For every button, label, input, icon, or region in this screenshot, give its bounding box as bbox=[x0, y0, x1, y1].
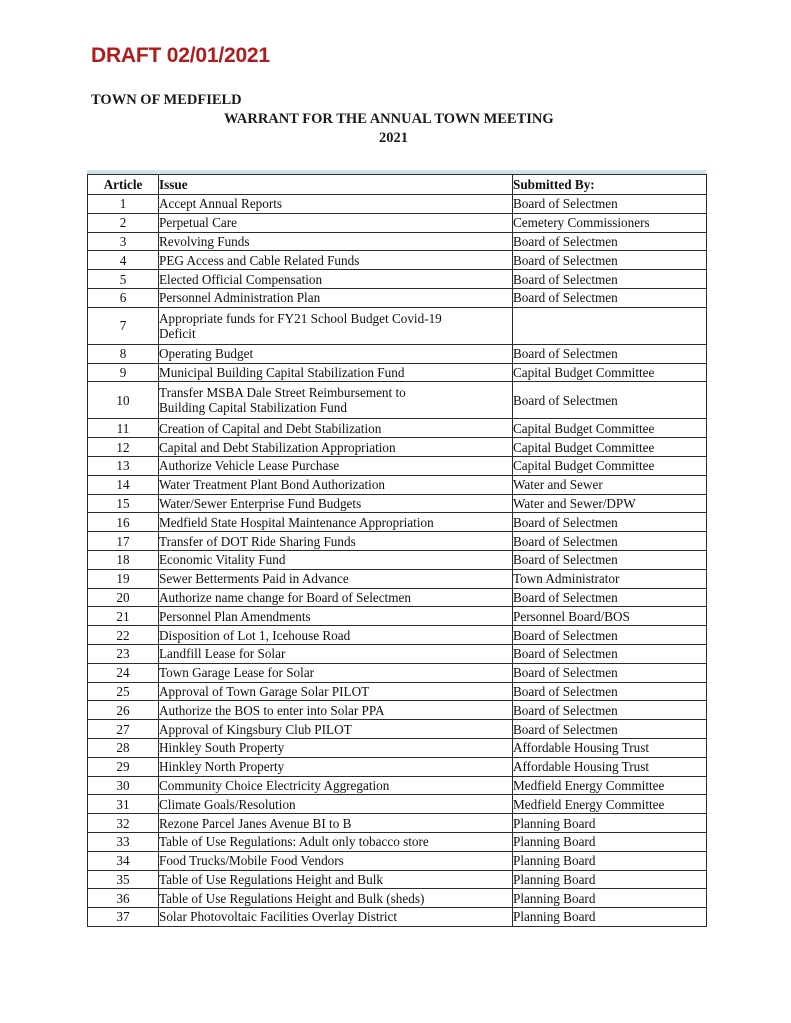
table-row bbox=[88, 776, 707, 795]
cell-submitted-by: Affordable Housing Trust bbox=[513, 738, 707, 757]
cell-issue: Medfield State Hospital Maintenance Appropriation bbox=[159, 513, 513, 532]
cell-article-number: 5 bbox=[88, 270, 159, 289]
cell-submitted-by: Board of Selectmen bbox=[513, 588, 707, 607]
table-row bbox=[88, 456, 707, 475]
table-row bbox=[88, 213, 707, 232]
table-row bbox=[88, 532, 707, 551]
cell-submitted-by: Board of Selectmen bbox=[513, 382, 707, 419]
title-block bbox=[0, 92, 791, 147]
cell-submitted-by: Town Administrator bbox=[513, 569, 707, 588]
table-row bbox=[88, 870, 707, 889]
cell-issue: Landfill Lease for Solar bbox=[159, 644, 513, 663]
cell-submitted-by: Board of Selectmen bbox=[513, 663, 707, 682]
cell-article-number: 17 bbox=[88, 532, 159, 551]
cell-article-number: 6 bbox=[88, 288, 159, 307]
cell-submitted-by: Capital Budget Committee bbox=[513, 438, 707, 457]
cell-issue: Solar Photovoltaic Facilities Overlay District bbox=[159, 908, 513, 927]
cell-article-number: 29 bbox=[88, 757, 159, 776]
cell-article-number: 32 bbox=[88, 814, 159, 833]
table-row bbox=[88, 232, 707, 251]
column-header-issue: Issue bbox=[159, 175, 513, 195]
cell-submitted-by: Personnel Board/BOS bbox=[513, 607, 707, 626]
warrant-year: 2021 bbox=[379, 130, 408, 146]
table-row bbox=[88, 550, 707, 569]
draft-stamp: DRAFT 02/01/2021 bbox=[91, 44, 270, 67]
table-row bbox=[88, 382, 707, 419]
cell-issue: Table of Use Regulations Height and Bulk bbox=[159, 870, 513, 889]
warrant-heading: WARRANT FOR THE ANNUAL TOWN MEETING bbox=[224, 111, 554, 127]
cell-article-number: 18 bbox=[88, 550, 159, 569]
cell-submitted-by: Water and Sewer/DPW bbox=[513, 494, 707, 513]
table-row bbox=[88, 588, 707, 607]
table-row bbox=[88, 795, 707, 814]
cell-submitted-by: Planning Board bbox=[513, 814, 707, 833]
cell-submitted-by: Capital Budget Committee bbox=[513, 419, 707, 438]
cell-article-number: 7 bbox=[88, 307, 159, 344]
cell-article-number: 11 bbox=[88, 419, 159, 438]
cell-article-number: 28 bbox=[88, 738, 159, 757]
cell-submitted-by: Board of Selectmen bbox=[513, 644, 707, 663]
table-row bbox=[88, 494, 707, 513]
cell-submitted-by: Board of Selectmen bbox=[513, 195, 707, 214]
cell-issue bbox=[159, 382, 513, 419]
cell-submitted-by: Water and Sewer bbox=[513, 475, 707, 494]
cell-issue: Rezone Parcel Janes Avenue BI to B bbox=[159, 814, 513, 833]
cell-article-number: 12 bbox=[88, 438, 159, 457]
cell-submitted-by: Medfield Energy Committee bbox=[513, 795, 707, 814]
cell-submitted-by: Board of Selectmen bbox=[513, 270, 707, 289]
cell-issue: Perpetual Care bbox=[159, 213, 513, 232]
table-row bbox=[88, 757, 707, 776]
cell-article-number: 2 bbox=[88, 213, 159, 232]
cell-issue-line-1: Appropriate funds for FY21 School Budget Covid-19 bbox=[159, 310, 442, 326]
cell-article-number: 20 bbox=[88, 588, 159, 607]
table-row bbox=[88, 682, 707, 701]
cell-submitted-by: Board of Selectmen bbox=[513, 720, 707, 739]
table-row bbox=[88, 288, 707, 307]
cell-issue: Water Treatment Plant Bond Authorization bbox=[159, 475, 513, 494]
cell-submitted-by: Board of Selectmen bbox=[513, 532, 707, 551]
cell-submitted-by: Planning Board bbox=[513, 851, 707, 870]
cell-issue bbox=[159, 307, 513, 344]
table-row bbox=[88, 814, 707, 833]
cell-submitted-by: Capital Budget Committee bbox=[513, 363, 707, 382]
cell-issue: Revolving Funds bbox=[159, 232, 513, 251]
cell-issue: PEG Access and Cable Related Funds bbox=[159, 251, 513, 270]
table-row bbox=[88, 438, 707, 457]
cell-issue: Sewer Betterments Paid in Advance bbox=[159, 569, 513, 588]
warrant-table-wrapper bbox=[87, 174, 706, 927]
cell-issue: Approval of Town Garage Solar PILOT bbox=[159, 682, 513, 701]
table-row bbox=[88, 307, 707, 344]
cell-submitted-by: Board of Selectmen bbox=[513, 251, 707, 270]
cell-article-number: 1 bbox=[88, 195, 159, 214]
cell-submitted-by bbox=[513, 307, 707, 344]
table-row bbox=[88, 419, 707, 438]
table-row bbox=[88, 832, 707, 851]
cell-submitted-by: Board of Selectmen bbox=[513, 682, 707, 701]
cell-issue: Community Choice Electricity Aggregation bbox=[159, 776, 513, 795]
column-header-submitted-by: Submitted By: bbox=[513, 175, 707, 195]
table-row bbox=[88, 363, 707, 382]
cell-submitted-by: Capital Budget Committee bbox=[513, 456, 707, 475]
cell-issue: Table of Use Regulations: Adult only tobacco store bbox=[159, 832, 513, 851]
cell-article-number: 24 bbox=[88, 663, 159, 682]
cell-article-number: 22 bbox=[88, 626, 159, 645]
cell-article-number: 36 bbox=[88, 889, 159, 908]
table-row bbox=[88, 475, 707, 494]
cell-article-number: 21 bbox=[88, 607, 159, 626]
table-row bbox=[88, 738, 707, 757]
cell-issue: Accept Annual Reports bbox=[159, 195, 513, 214]
cell-issue: Hinkley South Property bbox=[159, 738, 513, 757]
cell-issue: Water/Sewer Enterprise Fund Budgets bbox=[159, 494, 513, 513]
cell-issue: Operating Budget bbox=[159, 344, 513, 363]
cell-submitted-by: Cemetery Commissioners bbox=[513, 213, 707, 232]
town-name: TOWN OF MEDFIELD bbox=[91, 92, 242, 108]
cell-article-number: 27 bbox=[88, 720, 159, 739]
table-row bbox=[88, 251, 707, 270]
table-row bbox=[88, 607, 707, 626]
cell-issue: Food Trucks/Mobile Food Vendors bbox=[159, 851, 513, 870]
column-header-article: Article bbox=[88, 175, 159, 195]
cell-article-number: 10 bbox=[88, 382, 159, 419]
cell-issue: Authorize the BOS to enter into Solar PPA bbox=[159, 701, 513, 720]
cell-issue: Table of Use Regulations Height and Bulk (sheds) bbox=[159, 889, 513, 908]
cell-article-number: 30 bbox=[88, 776, 159, 795]
cell-submitted-by: Planning Board bbox=[513, 870, 707, 889]
cell-issue: Personnel Plan Amendments bbox=[159, 607, 513, 626]
cell-submitted-by: Board of Selectmen bbox=[513, 232, 707, 251]
table-row bbox=[88, 270, 707, 289]
cell-article-number: 15 bbox=[88, 494, 159, 513]
cell-issue: Disposition of Lot 1, Icehouse Road bbox=[159, 626, 513, 645]
table-row bbox=[88, 644, 707, 663]
table-row bbox=[88, 195, 707, 214]
table-row bbox=[88, 569, 707, 588]
cell-issue-line-2: Deficit bbox=[159, 325, 196, 341]
cell-issue-line-1: Transfer MSBA Dale Street Reimbursement to bbox=[159, 385, 406, 401]
cell-submitted-by: Affordable Housing Trust bbox=[513, 757, 707, 776]
cell-submitted-by: Board of Selectmen bbox=[513, 288, 707, 307]
table-row bbox=[88, 663, 707, 682]
cell-submitted-by: Board of Selectmen bbox=[513, 344, 707, 363]
cell-issue: Transfer of DOT Ride Sharing Funds bbox=[159, 532, 513, 551]
cell-article-number: 3 bbox=[88, 232, 159, 251]
table-row bbox=[88, 720, 707, 739]
cell-issue: Hinkley North Property bbox=[159, 757, 513, 776]
cell-submitted-by: Planning Board bbox=[513, 889, 707, 908]
table-row bbox=[88, 908, 707, 927]
cell-article-number: 33 bbox=[88, 832, 159, 851]
cell-article-number: 26 bbox=[88, 701, 159, 720]
cell-article-number: 8 bbox=[88, 344, 159, 363]
table-row bbox=[88, 851, 707, 870]
cell-issue: Personnel Administration Plan bbox=[159, 288, 513, 307]
cell-issue: Municipal Building Capital Stabilization Fund bbox=[159, 363, 513, 382]
cell-submitted-by: Board of Selectmen bbox=[513, 701, 707, 720]
table-row bbox=[88, 701, 707, 720]
table-row bbox=[88, 626, 707, 645]
cell-article-number: 14 bbox=[88, 475, 159, 494]
table-header-row bbox=[88, 175, 707, 195]
cell-submitted-by: Planning Board bbox=[513, 908, 707, 927]
cell-article-number: 9 bbox=[88, 363, 159, 382]
cell-issue: Approval of Kingsbury Club PILOT bbox=[159, 720, 513, 739]
cell-issue: Creation of Capital and Debt Stabilization bbox=[159, 419, 513, 438]
cell-article-number: 35 bbox=[88, 870, 159, 889]
cell-issue: Capital and Debt Stabilization Appropriation bbox=[159, 438, 513, 457]
cell-issue: Authorize name change for Board of Selectmen bbox=[159, 588, 513, 607]
cell-article-number: 34 bbox=[88, 851, 159, 870]
cell-issue: Climate Goals/Resolution bbox=[159, 795, 513, 814]
cell-article-number: 31 bbox=[88, 795, 159, 814]
cell-article-number: 23 bbox=[88, 644, 159, 663]
cell-submitted-by: Board of Selectmen bbox=[513, 513, 707, 532]
cell-submitted-by: Medfield Energy Committee bbox=[513, 776, 707, 795]
cell-submitted-by: Board of Selectmen bbox=[513, 550, 707, 569]
cell-submitted-by: Board of Selectmen bbox=[513, 626, 707, 645]
table-row bbox=[88, 513, 707, 532]
cell-issue: Elected Official Compensation bbox=[159, 270, 513, 289]
cell-issue: Economic Vitality Fund bbox=[159, 550, 513, 569]
cell-issue-line-2: Building Capital Stabilization Fund bbox=[159, 400, 347, 416]
cell-article-number: 37 bbox=[88, 908, 159, 927]
cell-article-number: 25 bbox=[88, 682, 159, 701]
cell-issue: Authorize Vehicle Lease Purchase bbox=[159, 456, 513, 475]
cell-article-number: 16 bbox=[88, 513, 159, 532]
warrant-table bbox=[87, 174, 707, 927]
cell-issue: Town Garage Lease for Solar bbox=[159, 663, 513, 682]
cell-article-number: 19 bbox=[88, 569, 159, 588]
table-row bbox=[88, 344, 707, 363]
cell-article-number: 4 bbox=[88, 251, 159, 270]
warrant-table-body bbox=[88, 195, 707, 927]
cell-submitted-by: Planning Board bbox=[513, 832, 707, 851]
cell-article-number: 13 bbox=[88, 456, 159, 475]
table-row bbox=[88, 889, 707, 908]
